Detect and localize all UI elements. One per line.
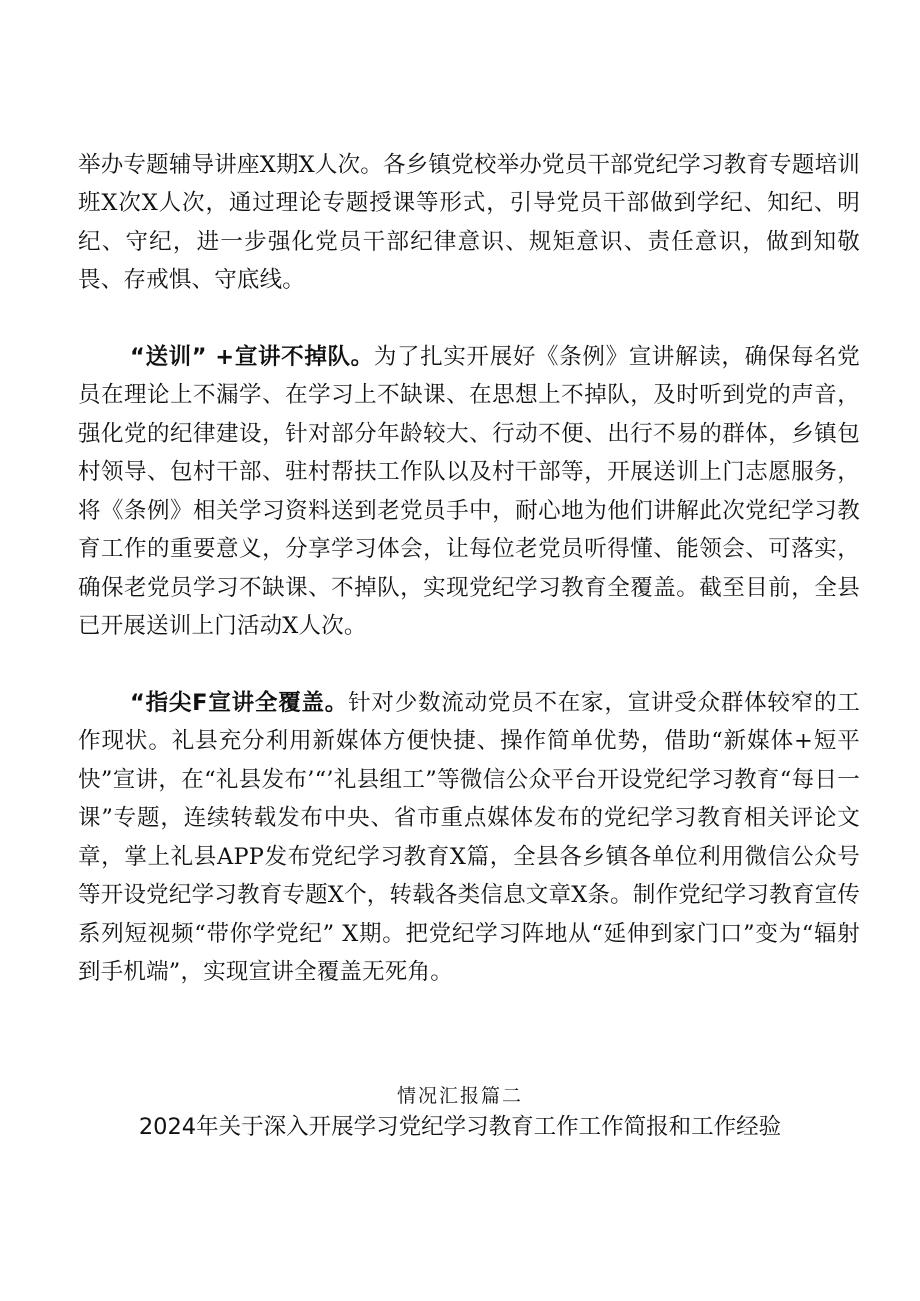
paragraph-2-text: 为了扎实开展好《条例》宣讲解读，确保每名党员在理论上不漏学、在学习上不缺课、在思想上不掉队，及时听到党的声音，强化党的纪律建设，针对部分年龄较大、行动不便、出行不易的群体，乡镇包村领导、包村干部、驻村帮扶工作队以及村干部等，开展送训上门志愿服务，将《条例》相关学习资料送到老党员手中，耐心地为他们讲解此次党纪学习教育工作的重要意义，分享学习体会，让每位老党员听得懂、能领会、可落实，确保老党员学习不缺课、不掉队，实现党纪学习教育全覆盖。截至目前，全县已开展送训上门活动X人次。 bbox=[78, 343, 860, 639]
paragraph-1-text: 举办专题辅导讲座X期X人次。各乡镇党校举办党员干部党纪学习教育专题培训班X次X人次，通过理论专题授课等形式，引导党员干部做到学纪、知纪、明纪、守纪，进一步强化党员干部纪律意识、规矩意识、责任意识，做到知敬畏、存戒惧、守底线。 bbox=[78, 151, 860, 293]
paragraph-2 bbox=[78, 338, 860, 646]
paragraph-3-text: 针对少数流动党员不在家，宣讲受众群体较窄的工作现状。礼县充分利用新媒体方便快捷、操作简单优势，借助“新媒体+短平快”宣讲，在“礼县发布’“’礼县组工”等微信公众平台开设党纪学习教育“每日一课”专题，连续转载发布中央、省市重点媒体发布的党纪学习教育相关评论文章，掌上礼县APP发布党纪学习教育X篇，全县各乡镇各单位利用微信公众号等开设党纪学习教育专题X个，转载各类信息文章X条。制作党纪学习教育宣传系列短视频“带你学党纪” X期。把党纪学习阵地从“延伸到家门口”变为“辐射到手机端”，实现宣讲全覆盖无死角。 bbox=[78, 689, 860, 985]
document-title: 2024年关于深入开展学习党纪学习教育工作工作简报和工作经验 bbox=[138, 1114, 782, 1140]
paragraph-1 bbox=[78, 146, 860, 300]
paragraph-3-lead: “指尖F宣讲全覆盖。 bbox=[130, 689, 349, 716]
section-label: 情况汇报篇二 bbox=[396, 1085, 523, 1107]
paragraph-2-lead: “送训” +宣讲不掉队。 bbox=[130, 343, 374, 370]
paragraph-3 bbox=[78, 684, 860, 992]
